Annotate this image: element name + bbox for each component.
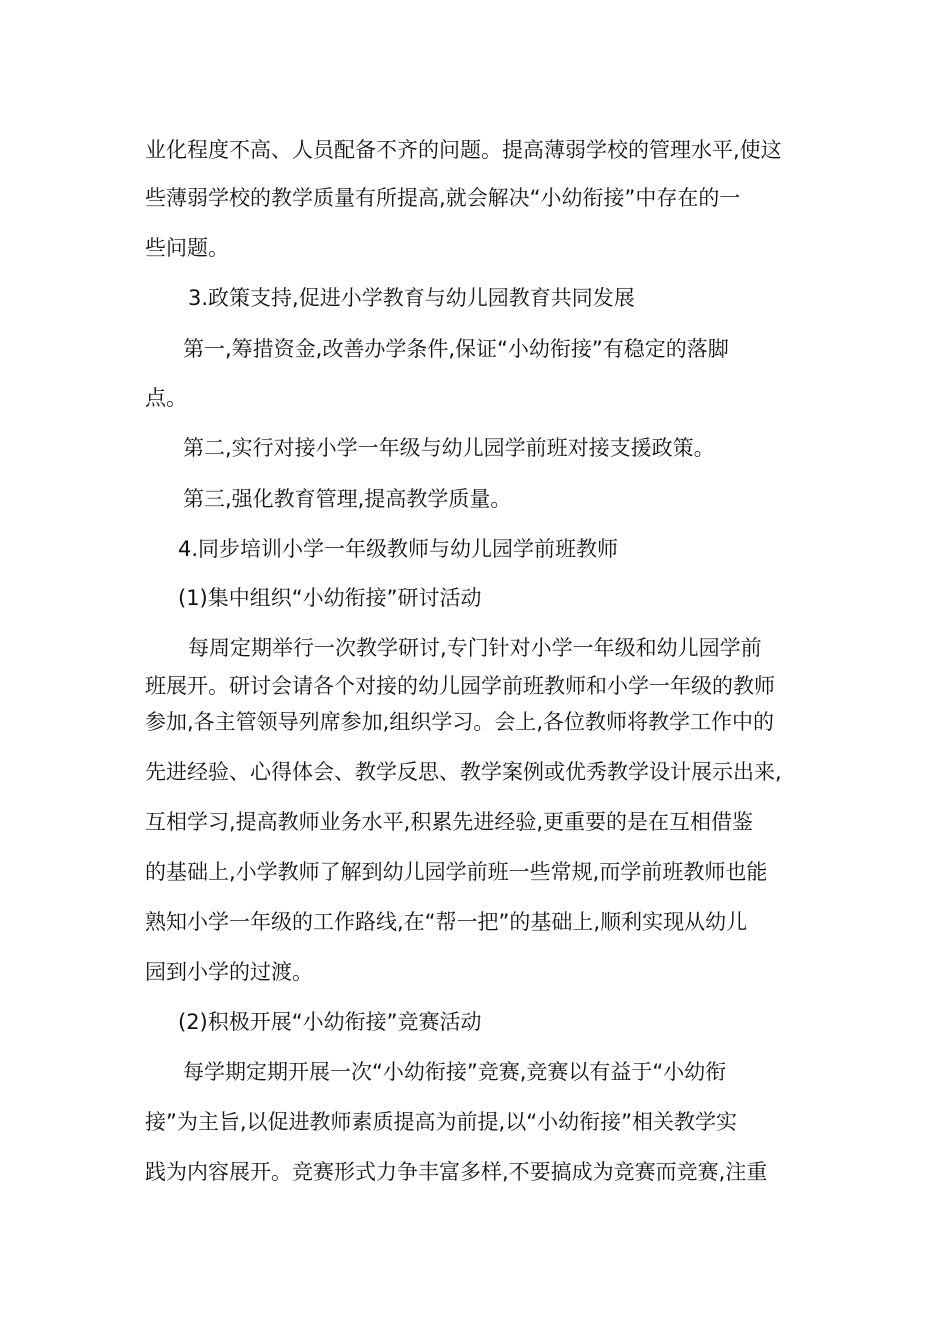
paragraph-line: 的基础上,小学教师了解到幼儿园学前班一些常规,而学前班教师也能 bbox=[145, 860, 768, 884]
paragraph-line: 些问题。 bbox=[145, 236, 229, 260]
subsection-heading: (2)积极开展“小幼衔接”竞赛活动 bbox=[178, 1010, 482, 1034]
section-heading: 3.政策支持,促进小学教育与幼儿园教育共同发展 bbox=[188, 286, 635, 310]
paragraph-line: 参加,各主管领导列席参加,组织学习。会上,各位教师将教学工作中的 bbox=[145, 710, 775, 734]
paragraph-line: 互相学习,提高教师业务水平,积累先进经验,更重要的是在互相借鉴 bbox=[145, 810, 754, 834]
paragraph-line: 第三,强化教育管理,提高教学质量。 bbox=[183, 487, 512, 511]
paragraph-line: 些薄弱学校的教学质量有所提高,就会解决“小幼衔接”中存在的一 bbox=[145, 186, 741, 210]
paragraph-line: 班展开。研讨会请各个对接的幼儿园学前班教师和小学一年级的教师 bbox=[145, 674, 775, 698]
section-heading: 4.同步培训小学一年级教师与幼儿园学前班教师 bbox=[178, 537, 619, 561]
paragraph-line: 每周定期举行一次教学研讨,专门针对小学一年级和幼儿园学前 bbox=[188, 636, 762, 660]
paragraph-line: 接”为主旨,以促进教师素质提高为前提,以“小幼衔接”相关教学实 bbox=[145, 1110, 737, 1134]
paragraph-line: 业化程度不高、人员配备不齐的问题。提高薄弱学校的管理水平,使这 bbox=[145, 138, 782, 162]
paragraph-line: 第二,实行对接小学一年级与幼儿园学前班对接支援政策。 bbox=[183, 436, 715, 460]
paragraph-line: 每学期定期开展一次“小幼衔接”竞赛,竞赛以有益于“小幼衔 bbox=[183, 1060, 727, 1084]
paragraph-line: 践为内容展开。竞赛形式力争丰富多样,不要搞成为竞赛而竞赛,注重 bbox=[145, 1160, 768, 1184]
paragraph-line: 熟知小学一年级的工作路线,在“帮一把”的基础上,顺利实现从幼儿 bbox=[145, 910, 748, 934]
paragraph-line: 先进经验、心得体会、教学反思、教学案例或优秀教学设计展示出来, bbox=[145, 760, 782, 784]
paragraph-line: 第一,筹措资金,改善办学条件,保证“小幼衔接”有稳定的落脚 bbox=[183, 337, 729, 361]
paragraph-line: 园到小学的过渡。 bbox=[145, 960, 313, 984]
subsection-heading: (1)集中组织“小幼衔接”研讨活动 bbox=[178, 586, 482, 610]
paragraph-line: 点。 bbox=[145, 386, 187, 410]
